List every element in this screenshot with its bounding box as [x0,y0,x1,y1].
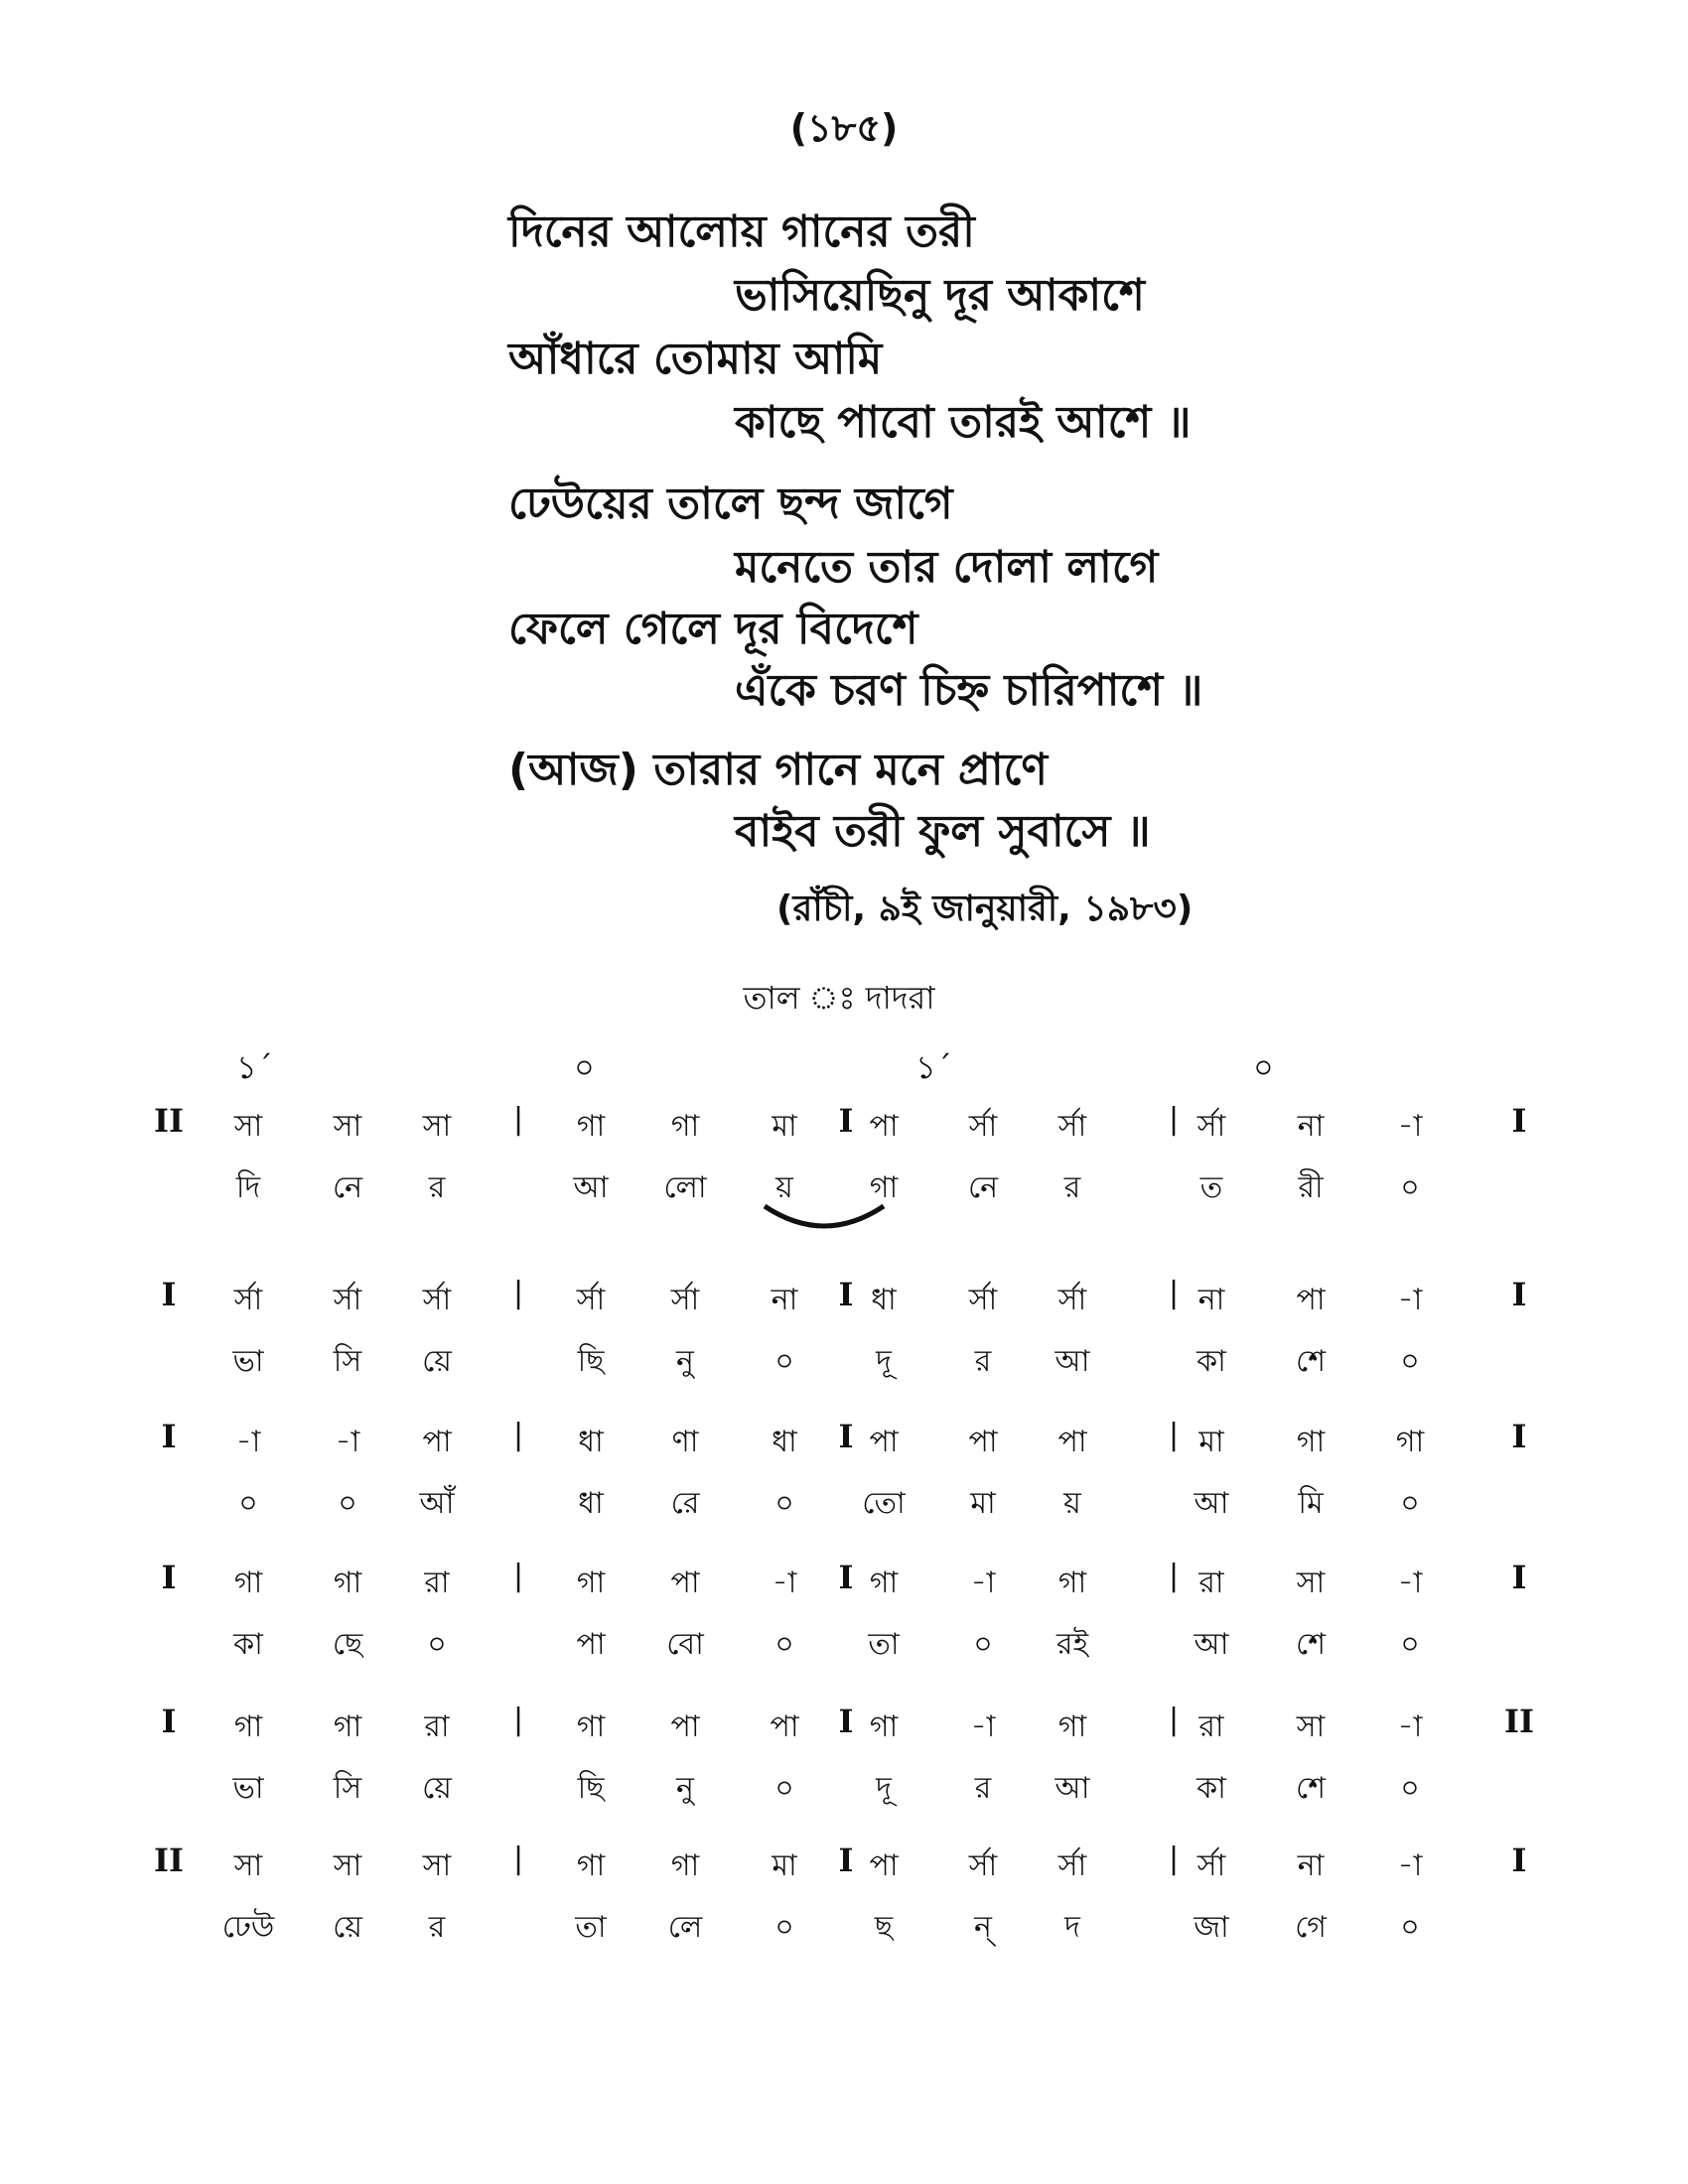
swara-note: সা [1296,1709,1326,1744]
swara-note: গা [670,1848,700,1883]
lyric-syllable: গা [869,1170,899,1205]
swara-note: পা [1296,1283,1326,1317]
swara-note: গা [576,1566,606,1600]
barline-end: I [1511,1418,1527,1455]
swara-note: র্সা [576,1283,606,1317]
barline-end: I [1511,1102,1527,1140]
swara-note: গা [1057,1566,1087,1600]
lyric-syllable: আ [1055,1771,1090,1806]
lyric-syllable: দ [1064,1910,1080,1945]
barline-start: II [154,1842,184,1879]
swara-note: পা [770,1709,799,1744]
swara-note: সা [422,1109,452,1144]
lyric-syllable: তা [575,1910,607,1945]
lyric-syllable: র [974,1344,992,1379]
swara-note: গা [1395,1425,1425,1459]
lyric-syllable: দূ [876,1771,892,1806]
lyric-syllable: ০ [973,1627,993,1662]
lyric-syllable: র [428,1910,446,1945]
lyric-syllable: ০ [774,1486,794,1521]
lyric-syllable: য়ে [422,1771,452,1806]
swara-note: র্সা [670,1283,700,1317]
swara-note: র্সা [333,1283,362,1317]
swara-note: গা [670,1109,700,1144]
lyric-line: মনেতে তার দোলা লাগে [735,542,1159,593]
swara-note: পা [968,1425,998,1459]
lyric-syllable: ০ [1400,1344,1420,1379]
slur-mark [760,1201,889,1241]
notation-row [159,1703,1549,1822]
beat-divider: | [1168,1842,1180,1876]
lyric-syllable: ন্ [974,1910,992,1945]
notation-row [159,1418,1549,1537]
lyric-syllable: ভা [232,1771,264,1806]
swara-note: গা [1296,1425,1326,1459]
lyric-line: ভাসিয়েছিনু দূর আকাশে [735,270,1145,321]
swara-note: গা [233,1709,263,1744]
lyric-syllable: ০ [1400,1170,1420,1205]
swara-note: র্সা [1057,1283,1087,1317]
swara-note: -া [1397,1848,1423,1883]
swara-note: মা [772,1109,797,1144]
lyric-syllable: লে [667,1910,703,1945]
lyric-syllable: রে [670,1486,700,1521]
swara-note: -া [1397,1709,1423,1744]
barline-start: I [161,1418,177,1455]
lyric-syllable: গে [1295,1910,1327,1945]
swara-note: সা [333,1109,362,1144]
swara-note: পা [670,1566,700,1600]
lyric-syllable: য়ে [333,1910,362,1945]
swara-note: ণা [671,1425,699,1459]
swara-note: র্সা [233,1283,263,1317]
swara-note: পা [869,1848,899,1883]
lyric-syllable: শে [1296,1344,1326,1379]
beat-divider: | [1168,1703,1180,1737]
swara-note: সা [333,1848,362,1883]
lyric-syllable: আ [1194,1486,1229,1521]
lyric-syllable: ০ [774,1344,794,1379]
lyric-syllable: নু [676,1771,694,1806]
swara-note: সা [1296,1566,1326,1600]
lyric-syllable: আ [1055,1344,1090,1379]
swara-note: -া [1397,1566,1423,1600]
lyric-syllable: ০ [774,1910,794,1945]
lyric-line: দিনের আলোয় গানের তরী [508,206,975,257]
lyric-syllable: শে [1296,1627,1326,1662]
swara-note: না [771,1283,798,1317]
swara-note: রা [424,1709,450,1744]
notation-row [159,1559,1549,1678]
lyric-line: ফেলে গেলে দূর বিদেশে [508,604,918,654]
lyric-syllable: তো [862,1486,906,1521]
lyric-syllable: নে [332,1170,363,1205]
lyric-syllable: লো [663,1170,707,1205]
barline-start: I [161,1276,177,1313]
barline-end: I [1511,1276,1527,1313]
swara-note: র্সা [1057,1848,1087,1883]
lyric-syllable: মা [970,1486,996,1521]
lyric-syllable: আ [1194,1627,1229,1662]
swara-note: পা [1057,1425,1087,1459]
beat-divider: | [1168,1559,1180,1593]
lyric-syllable: ছে [332,1627,363,1662]
lyric-syllable: ০ [1400,1910,1420,1945]
beat-divider: | [1168,1102,1180,1137]
swara-note: না [1297,1848,1325,1883]
swara-note: মা [772,1848,797,1883]
lyric-syllable: সি [333,1344,362,1379]
swara-note: মা [1198,1425,1224,1459]
swara-note: গা [576,1709,606,1744]
barline-middle: I [838,1559,854,1596]
swara-note: গা [576,1848,606,1883]
swara-note: গা [576,1109,606,1144]
swara-note: র্সা [1196,1848,1226,1883]
lyric-syllable: ছ [874,1910,894,1945]
swara-note: রা [1198,1709,1224,1744]
swara-note: পা [869,1109,899,1144]
swara-note: -া [970,1566,996,1600]
barline-start: I [161,1703,177,1740]
lyric-syllable: ত [1199,1170,1223,1205]
lyric-syllable: দূ [876,1344,892,1379]
lyric-syllable: ছি [577,1344,605,1379]
lyric-syllable: ধা [578,1486,604,1521]
lyric-syllable: বো [666,1627,704,1662]
swara-note: পা [869,1425,899,1459]
swara-note: -া [1397,1283,1423,1317]
composition-date-place: (রাঁচী, ৯ই জানুয়ারী, ১৯৮৩) [776,888,1194,929]
barline-start: I [161,1559,177,1596]
lyric-line: ঢেউয়ের তালে ছন্দ জাগে [508,478,953,529]
lyric-line: আঁধারে তোমায় আমি [508,334,883,384]
lyric-syllable: কা [233,1627,263,1662]
swara-note: রা [424,1566,450,1600]
lyric-syllable: ভা [232,1344,264,1379]
swara-note: সা [233,1848,263,1883]
swara-note: -া [235,1425,261,1459]
swara-note: গা [869,1566,899,1600]
notation-row [154,1842,1549,1961]
swara-note: গা [869,1709,899,1744]
swara-note: র্সা [422,1283,452,1317]
barline-middle: I [838,1842,854,1879]
lyric-syllable: ০ [774,1627,794,1662]
barline-start: II [154,1102,184,1140]
swara-note: -া [335,1425,360,1459]
beat-divider: | [1168,1276,1180,1310]
lyric-syllable: নে [967,1170,999,1205]
barline-end: I [1511,1842,1527,1879]
lyric-syllable: আঁ [419,1486,455,1521]
beat-divider: | [512,1276,524,1310]
beat-mark: ১´ [915,1048,952,1086]
lyric-syllable: র [974,1771,992,1806]
page-number: (১৮৫) [789,106,899,150]
lyric-syllable: ছি [577,1771,605,1806]
barline-end: II [1504,1703,1534,1740]
swara-note: গা [233,1566,263,1600]
lyric-syllable: ০ [1400,1771,1420,1806]
swara-note: রা [1198,1566,1224,1600]
lyric-syllable: দি [235,1170,261,1205]
beat-divider: | [512,1102,524,1137]
barline-middle: I [838,1703,854,1740]
lyric-syllable: র [428,1170,446,1205]
beat-divider: | [512,1559,524,1593]
barline-middle: I [838,1102,854,1140]
lyric-syllable: ঢেউ [221,1910,275,1945]
barline-middle: I [838,1418,854,1455]
swara-note: না [1197,1283,1225,1317]
beat-mark: ১´ [236,1048,273,1086]
lyric-syllable: পা [576,1627,606,1662]
lyric-syllable: ০ [238,1486,258,1521]
swara-note: ধা [871,1283,897,1317]
beat-divider: | [512,1703,524,1737]
swara-note: -া [1397,1109,1423,1144]
lyric-syllable: সি [333,1771,362,1806]
lyric-syllable: কা [1196,1344,1226,1379]
lyric-syllable: রী [1298,1170,1324,1205]
lyric-syllable: ০ [1400,1627,1420,1662]
lyric-syllable: তা [868,1627,900,1662]
swara-note: র্সা [968,1109,998,1144]
lyric-syllable: ০ [427,1627,447,1662]
beat-divider: | [512,1842,524,1876]
swara-note: র্সা [968,1848,998,1883]
beat-mark: ০ [574,1048,595,1086]
swara-note: -া [970,1709,996,1744]
lyric-line: কাছে পাবো তারই আশে ॥ [735,397,1192,448]
swara-note: সা [233,1109,263,1144]
lyric-syllable: ০ [338,1486,357,1521]
beat-divider: | [512,1418,524,1452]
lyric-syllable: ০ [774,1771,794,1806]
lyric-syllable: শে [1296,1771,1326,1806]
swara-note: গা [1057,1709,1087,1744]
swara-note: গা [333,1709,362,1744]
barline-middle: I [838,1276,854,1313]
swara-note: ধা [578,1425,604,1459]
taal-heading: তাল ঃ দাদরা [743,979,935,1017]
lyric-syllable: য় [1063,1486,1081,1521]
lyric-syllable: কা [1196,1771,1226,1806]
swara-note: র্সা [1057,1109,1087,1144]
swara-note: র্সা [968,1283,998,1317]
swara-note: র্সা [1196,1109,1226,1144]
lyric-syllable: নু [676,1344,694,1379]
beat-mark: ০ [1253,1048,1274,1086]
lyric-syllable: জা [1194,1910,1229,1945]
swara-note: -া [772,1566,797,1600]
beat-divider: | [1168,1418,1180,1452]
swara-note: না [1297,1109,1325,1144]
lyric-syllable: রই [1055,1627,1089,1662]
lyric-line: (আজ) তারার গানে মনে প্রাণে [508,745,1048,795]
swara-note: পা [422,1425,452,1459]
swara-note: সা [422,1848,452,1883]
swara-note: পা [670,1709,700,1744]
lyric-syllable: য় [775,1170,793,1205]
lyric-syllable: ০ [1400,1486,1420,1521]
lyric-syllable: আ [573,1170,609,1205]
barline-end: I [1511,1559,1527,1596]
lyric-line: বাইব তরী ফুল সুবাসে ॥ [735,806,1151,857]
lyric-syllable: য়ে [422,1344,452,1379]
lyric-syllable: মি [1298,1486,1324,1521]
notation-row [159,1276,1549,1395]
swara-note: গা [333,1566,362,1600]
swara-note: ধা [772,1425,797,1459]
lyric-line: এঁকে চরণ চিহ্ন চারিপাশে ॥ [735,665,1203,716]
lyric-syllable: র [1063,1170,1081,1205]
